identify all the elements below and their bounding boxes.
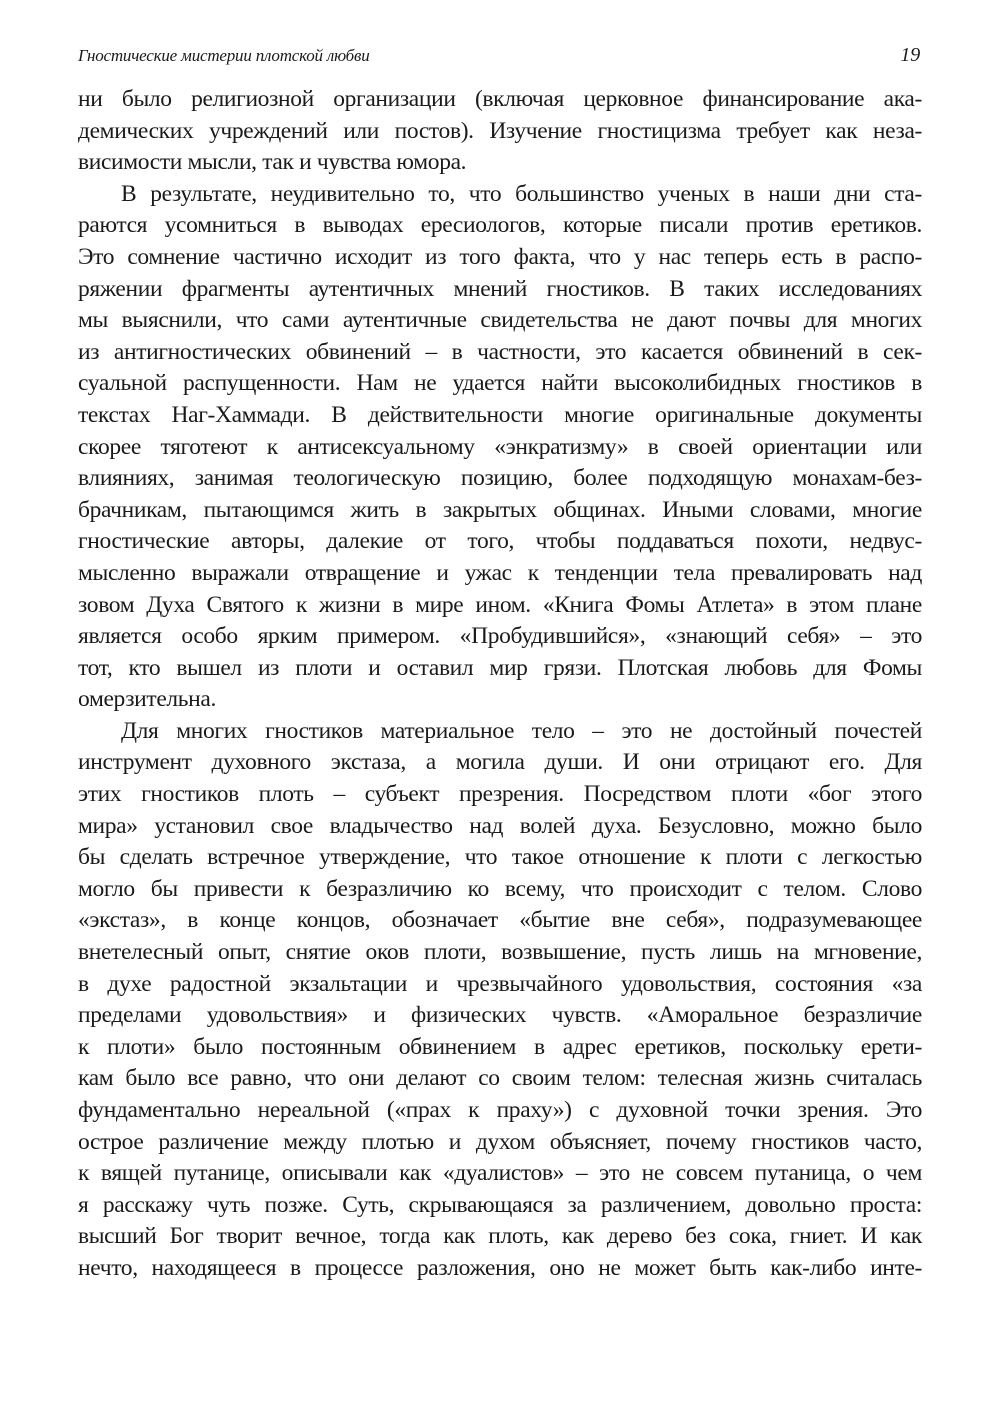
text-line: демических учреждений или постов). Изучение гностицизма требует как неза- xyxy=(78,117,922,144)
text-line: В результате, неудивительно то, что большинство ученых в наши дни ста- xyxy=(121,180,922,207)
paragraph xyxy=(78,84,922,179)
text-line: гностические авторы, далекие от того, чтобы поддаваться похоти, недвус- xyxy=(78,528,922,555)
text-line: внетелесный опыт, снятие оков плоти, возвышение, пусть лишь на мгновение, xyxy=(78,939,922,966)
text-line: бы сделать встречное утверждение, что такое отношение к плоти с легкостью xyxy=(78,844,922,871)
text-line: скорее тяготеют к антисексуальному «энкратизму» в своей ориентации или xyxy=(78,433,922,460)
text-line: ни было религиозной организации (включая церковное финансирование ака- xyxy=(78,86,922,112)
text-line: омерзительна. xyxy=(78,686,216,713)
text-line: мира» установил свое владычество над волей духа. Безусловно, можно было xyxy=(78,812,922,839)
page-number: 19 xyxy=(900,44,920,66)
text-line: в духе радостной экзальтации и чрезвычайного удовольствия, состояния «за xyxy=(78,970,922,997)
text-line: нечто, находящееся в процессе разложения, оно не может быть как-либо инте- xyxy=(78,1254,922,1281)
text-line: тот, кто вышел из плоти и оставил мир грязи. Плотская любовь для Фомы xyxy=(78,654,922,681)
text-line: к вящей путанице, описывали как «дуалистов» – это не совсем путаница, о чем xyxy=(78,1160,922,1187)
text-line: инструмент духовного экстаза, а могила души. И они отрицают его. Для xyxy=(78,749,922,776)
text-line: суальной распущенности. Нам не удается найти высоколибидных гностиков в xyxy=(78,370,922,397)
text-line: фундаментально нереальной («прах к праху») с духовной точки зрения. Это xyxy=(78,1097,922,1123)
text-line: из антигностических обвинений – в частности, это касается обвинений в сек- xyxy=(78,338,922,365)
text-line: раются усомниться в выводах ересиологов, которые писали против еретиков. xyxy=(78,212,922,239)
text-line: «экстаз», в конце концов, обозначает «бытие вне себя», подразумевающее xyxy=(78,907,922,934)
text-line: мысленно выражали отвращение и ужас к тенденции тела превалировать над xyxy=(78,559,922,586)
paragraph xyxy=(78,716,922,1285)
text-line: пределами удовольствия» и физических чувств. «Аморальное безразличие xyxy=(78,1002,922,1029)
body-text xyxy=(78,84,922,1285)
text-line: текстах Наг-Хаммади. В действительности многие оригинальные документы xyxy=(78,401,922,428)
text-line: Это сомнение частично исходит из того факта, что у нас теперь есть в распо- xyxy=(78,243,922,270)
text-line: висимости мысли, так и чувства юмора. xyxy=(78,149,467,176)
running-head xyxy=(78,44,922,70)
text-line: влияниях, занимая теологическую позицию, более подходящую монахам-без- xyxy=(78,465,922,492)
text-line: к плоти» было постоянным обвинением в адрес еретиков, поскольку ерети- xyxy=(78,1033,922,1060)
text-line: кам было все равно, что они делают со своим телом: телесная жизнь считалась xyxy=(78,1065,922,1092)
text-line: зовом Духа Святого к жизни в мире ином. «Книга Фомы Атлета» в этом плане xyxy=(78,591,922,618)
text-line: брачникам, пытающимся жить в закрытых общинах. Иными словами, многие xyxy=(78,496,922,523)
text-line: мы выяснили, что сами аутентичные свидетельства не дают почвы для многих xyxy=(78,307,922,334)
text-line: этих гностиков плоть – субъект презрения. Посредством плоти «бог этого xyxy=(78,781,922,808)
text-line: острое различение между плотью и духом объясняет, почему гностиков часто, xyxy=(78,1128,922,1155)
text-line: могло бы привести к безразличию ко всему, что происходит с телом. Слово xyxy=(78,875,922,902)
paragraph xyxy=(78,179,922,716)
text-line: Для многих гностиков материальное тело – это не достойный почестей xyxy=(121,717,922,744)
text-line: я расскажу чуть позже. Суть, скрывающаяся за различением, довольно проста: xyxy=(78,1191,922,1218)
running-title: Гностические мистерии плотской любви xyxy=(78,46,370,65)
text-line: высший Бог творит вечное, тогда как плоть, как дерево без сока, гниет. И как xyxy=(78,1223,922,1250)
text-line: является особо ярким примером. «Пробудившийся», «знающий себя» – это xyxy=(78,623,922,650)
text-line: ряжении фрагменты аутентичных мнений гностиков. В таких исследованиях xyxy=(78,275,922,302)
